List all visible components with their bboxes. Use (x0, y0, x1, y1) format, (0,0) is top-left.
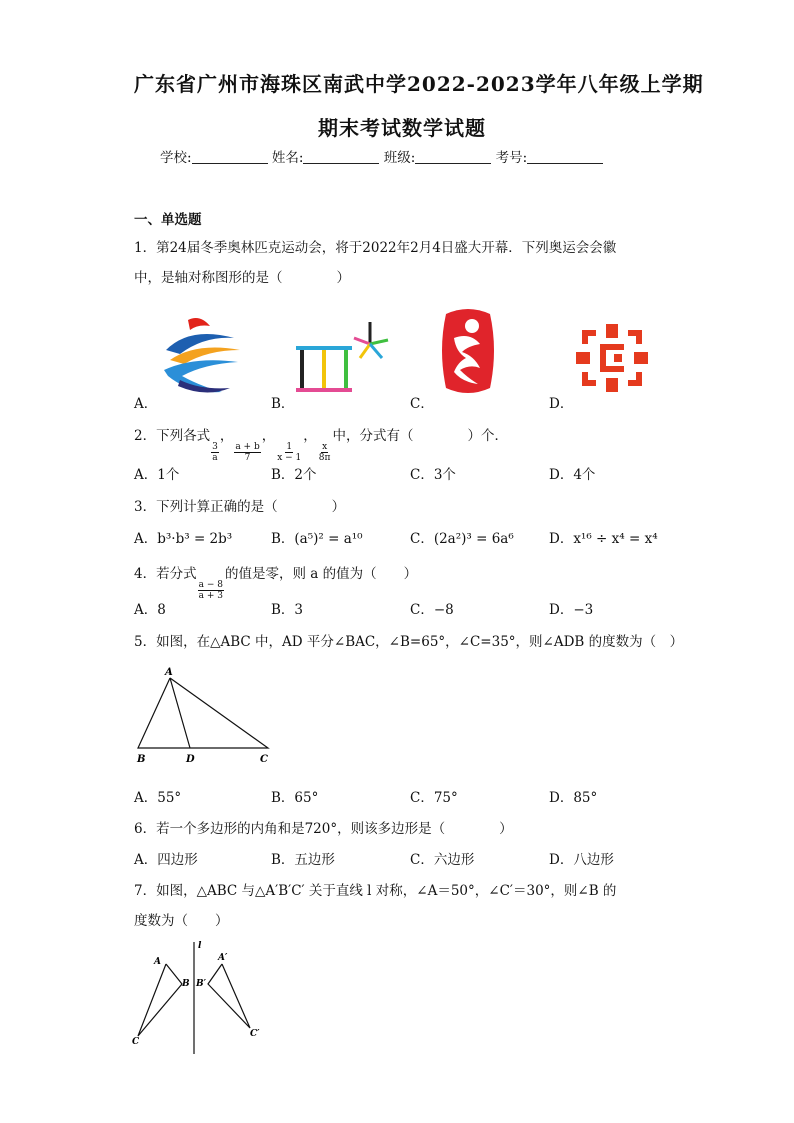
exam-no-field[interactable] (527, 149, 603, 164)
q2-option-a[interactable]: A．1个 (134, 467, 180, 483)
q3-option-d[interactable]: D．x¹⁶ ÷ x⁴ = x⁴ (549, 531, 658, 547)
q5-triangle-abc (138, 678, 268, 748)
q7-triangle-a1b1c1 (208, 964, 250, 1028)
q2-option-c[interactable]: C．3个 (410, 467, 456, 483)
q7-label-a: A (154, 957, 161, 967)
q7-label-c-prime: C′ (250, 1029, 260, 1039)
q5-option-a[interactable]: A．55° (134, 790, 182, 806)
q5-stem: 5．如图，在△ABC 中，AD 平分∠BAC，∠B=65°，∠C=35°，则∠ADB 的度数为（ ） (134, 634, 684, 650)
page-title-line2: 期末考试数学试题 (318, 116, 486, 140)
q2-suffix: 中，分式有（ ）个． (332, 428, 508, 444)
q7-triangle-abc (138, 964, 182, 1036)
q4-option-b[interactable]: B．3 (271, 602, 304, 618)
q5-label-d: D (186, 754, 195, 765)
q2-fraction-1: $\frac{3}{a}$ (212, 442, 218, 463)
q2-option-d[interactable]: D．4个 (549, 467, 596, 483)
exam-no-label: 考号: (495, 150, 528, 166)
class-field[interactable] (415, 149, 491, 164)
q6-option-a[interactable]: A．四边形 (134, 852, 198, 868)
q1-line2: 中，是轴对称图形的是（ ） (134, 270, 350, 286)
school-field[interactable] (192, 149, 268, 164)
q3-stem: 3．下列计算正确的是（ ） (134, 499, 346, 515)
logo-a-winter-ribbon-image (160, 316, 246, 396)
q7-label-a-prime: A′ (218, 953, 228, 963)
q1-option-c[interactable]: C． (410, 396, 434, 412)
q7-label-b-prime: B′ (196, 979, 206, 989)
q6-option-d[interactable]: D．八边形 (549, 852, 614, 868)
q6-stem: 6．若一个多边形的内角和是720°，则该多边形是（ ） (134, 821, 513, 837)
q5-option-c[interactable]: C．75° (410, 790, 458, 806)
q2-fraction-3: $\frac{1}{x - 1}$ (277, 442, 302, 463)
q7-line1: 7．如图，△ABC 与△A′B′C′ 关于直线 l 对称，∠A＝50°，∠C′＝30°，则∠B 的 (134, 883, 617, 899)
q2-prefix: 2．下列各式 (134, 428, 211, 444)
name-label: 姓名: (271, 150, 304, 166)
section-title: 一、单选题 (134, 212, 202, 228)
logo-b-stick-emblem-image (292, 318, 392, 398)
logo-c-seal-image (440, 306, 496, 396)
q7-symmetry-diagram (128, 936, 268, 1060)
q5-label-a: A (165, 667, 173, 678)
q4-option-d[interactable]: D．−3 (549, 602, 594, 618)
q7-label-c: C (132, 1037, 140, 1047)
logo-d-red-emblem-image (574, 322, 650, 394)
q4-option-a[interactable]: A．8 (134, 602, 166, 618)
q4-prefix: 4．若分式 (134, 566, 197, 582)
q2-fraction-2: $\frac{a + b}{7}$ (235, 442, 260, 463)
q5-option-d[interactable]: D．85° (549, 790, 598, 806)
name-field[interactable] (303, 149, 379, 164)
q2-stem: 2．下列各式 $\frac{3}{a}$ ， $\frac{a + b}{7}$ ， $\frac{1}{x - 1}$ ， $\frac{x}{8\pi}$ 中，分式有（ ）个． (134, 428, 508, 463)
q4-option-c[interactable]: C．−8 (410, 602, 454, 618)
class-label: 班级: (383, 150, 416, 166)
q7-label-l: l (198, 941, 202, 951)
q5-option-b[interactable]: B．65° (271, 790, 319, 806)
q6-option-b[interactable]: B．五边形 (271, 852, 335, 868)
q5-label-c: C (260, 754, 268, 765)
q1-option-d[interactable]: D． (549, 396, 574, 412)
q3-option-b[interactable]: B．(a⁵)² = a¹⁰ (271, 531, 363, 547)
q1-option-a[interactable]: A． (134, 396, 158, 412)
q1-line1: 1．第24届冬季奥林匹克运动会，将于2022年2月4日盛大开幕．下列奥运会会徽 (134, 240, 617, 256)
q4-stem (134, 562, 417, 601)
q2-fraction-4: $\frac{x}{8\pi}$ (318, 442, 331, 463)
q7-label-b: B (182, 979, 190, 989)
q5-triangle-diagram (130, 664, 280, 768)
school-label: 学校: (160, 150, 192, 166)
q1-option-b[interactable]: B． (271, 396, 295, 412)
q4-suffix: 的值是零，则 a 的值为（ ） (224, 566, 418, 582)
q7-line2: 度数为（ ） (134, 913, 229, 929)
q5-label-b: B (137, 754, 146, 765)
info-fields (160, 146, 603, 166)
page-title-line1: 广东省广州市海珠区南武中学2022-2023学年八年级上学期 (134, 72, 704, 96)
q3-option-c[interactable]: C．(2a²)³ = 6a⁶ (410, 531, 514, 547)
q6-option-c[interactable]: C．六边形 (410, 852, 475, 868)
q3-option-a[interactable]: A．b³·b³ = 2b³ (134, 531, 233, 547)
q4-fraction: $\frac{a - 8}{a + 3}$ (198, 580, 223, 601)
q5-bisector-ad (170, 678, 190, 748)
q2-option-b[interactable]: B．2个 (271, 467, 317, 483)
